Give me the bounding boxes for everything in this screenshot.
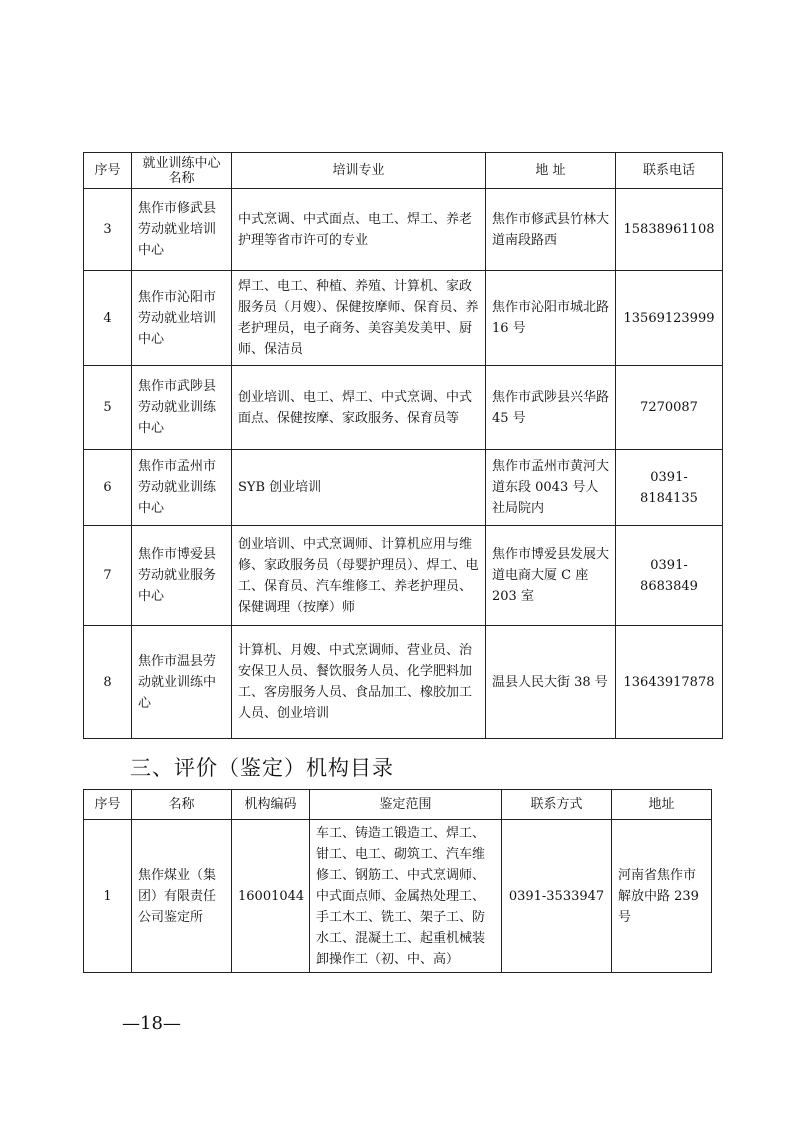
table-row xyxy=(84,189,723,271)
row-contact: 0391-3533947 xyxy=(502,820,612,973)
row-phone: 13643917878 xyxy=(616,626,723,739)
header-address: 地 址 xyxy=(486,153,616,189)
row-phone: 15838961108 xyxy=(616,189,723,271)
header-address: 地址 xyxy=(612,790,712,820)
header-specialty: 培训专业 xyxy=(232,153,486,189)
table-row xyxy=(84,626,723,739)
header-name: 名称 xyxy=(132,790,232,820)
header-scope: 鉴定范围 xyxy=(310,790,502,820)
header-no: 序号 xyxy=(84,153,132,189)
row-no: 5 xyxy=(84,366,132,450)
row-name: 焦作市温县劳动就业训练中心 xyxy=(132,626,232,739)
row-no: 6 xyxy=(84,450,132,526)
training-center-table xyxy=(83,152,723,739)
row-specialty: 中式烹调、中式面点、电工、焊工、养老护理等省市许可的专业 xyxy=(232,189,486,271)
header-code: 机构编码 xyxy=(232,790,310,820)
header-phone: 联系电话 xyxy=(616,153,723,189)
row-specialty: SYB 创业培训 xyxy=(232,450,486,526)
row-address: 焦作市孟州市黄河大道东段 0043 号人社局院内 xyxy=(486,450,616,526)
row-phone: 13569123999 xyxy=(616,271,723,366)
row-name: 焦作市沁阳市劳动就业培训中心 xyxy=(132,271,232,366)
row-phone: 0391-8184135 xyxy=(616,450,723,526)
row-scope: 车工、铸造工锻造工、焊工、钳工、电工、砌筑工、汽车维修工、钢筋工、中式烹调师、中式面点师、金属热处理工、手工木工、铣工、架子工、防水工、混凝土工、起重机械装卸操作工（初、中、高） xyxy=(310,820,502,973)
table-row xyxy=(84,450,723,526)
row-code: 16001044 xyxy=(232,820,310,973)
row-phone: 7270087 xyxy=(616,366,723,450)
row-name: 焦作市武陟县劳动就业训练中心 xyxy=(132,366,232,450)
row-no: 3 xyxy=(84,189,132,271)
row-specialty: 焊工、电工、种植、养殖、计算机、家政服务员（月嫂）、保健按摩师、保育员、养老护理员，电子商务、美容美发美甲、厨师、保洁员 xyxy=(232,271,486,366)
section-title: 三、评价（鉴定）机构目录 xyxy=(130,756,394,780)
page-number: —18— xyxy=(122,1013,181,1034)
row-address: 焦作市修武县竹林大道南段路西 xyxy=(486,189,616,271)
row-address: 焦作市博爱县发展大道电商大厦 C 座 203 室 xyxy=(486,526,616,626)
row-address: 焦作市沁阳市城北路 16 号 xyxy=(486,271,616,366)
header-no: 序号 xyxy=(84,790,132,820)
row-specialty: 创业培训、电工、焊工、中式烹调、中式面点、保健按摩、家政服务、保育员等 xyxy=(232,366,486,450)
header-contact: 联系方式 xyxy=(502,790,612,820)
row-address: 河南省焦作市解放中路 239 号 xyxy=(612,820,712,973)
table-row xyxy=(84,271,723,366)
row-name: 焦作煤业（集团）有限责任公司鉴定所 xyxy=(132,820,232,973)
table-row xyxy=(84,820,712,973)
row-specialty: 计算机、月嫂、中式烹调师、营业员、治安保卫人员、餐饮服务人员、化学肥料加工、客房服务人员、食品加工、橡胶加工人员、创业培训 xyxy=(232,626,486,739)
table-header-row xyxy=(84,790,712,820)
row-name: 焦作市博爱县劳动就业服务中心 xyxy=(132,526,232,626)
row-name: 焦作市孟州市劳动就业训练中心 xyxy=(132,450,232,526)
appraisal-institution-table xyxy=(83,789,712,973)
table-header-row xyxy=(84,153,723,189)
row-address: 温县人民大街 38 号 xyxy=(486,626,616,739)
row-specialty: 创业培训、中式烹调师、计算机应用与维修、家政服务员（母婴护理员）、焊工、电工、保育员、汽车维修工、养老护理员、保健调理（按摩）师 xyxy=(232,526,486,626)
row-no: 4 xyxy=(84,271,132,366)
row-phone: 0391-8683849 xyxy=(616,526,723,626)
table-row xyxy=(84,526,723,626)
row-no: 8 xyxy=(84,626,132,739)
row-address: 焦作市武陟县兴华路 45 号 xyxy=(486,366,616,450)
table-row xyxy=(84,366,723,450)
header-name: 就业训练中心名称 xyxy=(132,153,232,189)
row-no: 1 xyxy=(84,820,132,973)
row-no: 7 xyxy=(84,526,132,626)
row-name: 焦作市修武县劳动就业培训中心 xyxy=(132,189,232,271)
